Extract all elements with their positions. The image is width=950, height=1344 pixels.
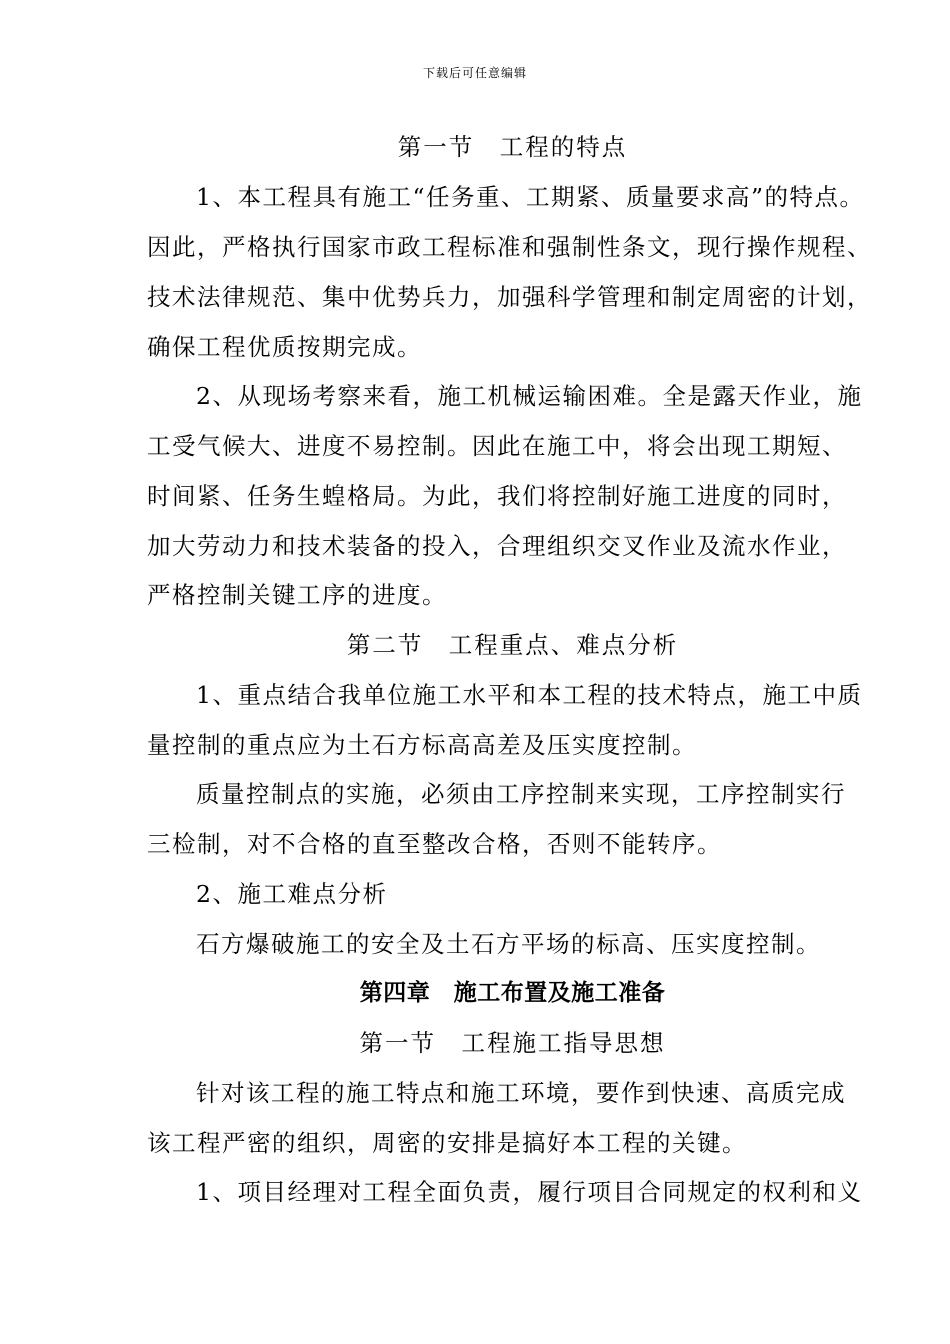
paragraph-line: 1、重点结合我单位施工水平和本工程的技术特点，施工中质 <box>196 681 863 709</box>
paragraph-line: 2、从现场考察来看，施工机械运输困难。全是露天作业，施 <box>196 382 863 410</box>
paragraph-line: 加大劳动力和技术装备的投入，合理组织交叉作业及流水作业， <box>147 532 847 560</box>
paragraph-line: 质量控制点的实施，必须由工序控制来实现，工序控制实行 <box>196 780 846 808</box>
section-heading: 第一节 工程的特点 <box>397 133 628 161</box>
paragraph-line: 2、施工难点分析 <box>196 880 388 908</box>
paragraph-line: 石方爆破施工的安全及土石方平场的标高、压实度控制。 <box>196 930 821 958</box>
page-header: 下载后可任意编辑 <box>422 66 527 80</box>
chapter-heading: 第四章 施工布置及施工准备 <box>359 980 666 1006</box>
paragraph-line: 确保工程优质按期完成。 <box>147 333 422 361</box>
section-heading: 第二节 工程重点、难点分析 <box>346 631 679 659</box>
section-heading: 第一节 工程施工指导思想 <box>359 1029 666 1057</box>
paragraph-line: 针对该工程的施工特点和施工环境，要作到快速、高质完成 <box>196 1079 846 1107</box>
paragraph-line: 工受气候大、进度不易控制。因此在施工中，将会出现工期短、 <box>147 432 847 460</box>
paragraph-line: 1、项目经理对工程全面负责，履行项目合同规定的权利和义 <box>196 1178 863 1206</box>
paragraph-line: 量控制的重点应为土石方标高高差及压实度控制。 <box>147 731 697 759</box>
paragraph-line: 该工程严密的组织，周密的安排是搞好本工程的关键。 <box>147 1129 747 1157</box>
paragraph-line: 1、本工程具有施工“任务重、工期紧、质量要求高”的特点。 <box>196 183 865 211</box>
paragraph-line: 时间紧、任务生蝗格局。为此，我们将控制好施工进度的同时， <box>147 482 847 510</box>
paragraph-line: 技术法律规范、集中优势兵力，加强科学管理和制定周密的计划， <box>147 283 872 311</box>
paragraph-line: 严格控制关键工序的进度。 <box>147 581 447 609</box>
paragraph-line: 三检制，对不合格的直至整改合格，否则不能转序。 <box>147 830 722 858</box>
paragraph-line: 因此，严格执行国家市政工程标准和强制性条文，现行操作规程、 <box>147 233 872 261</box>
